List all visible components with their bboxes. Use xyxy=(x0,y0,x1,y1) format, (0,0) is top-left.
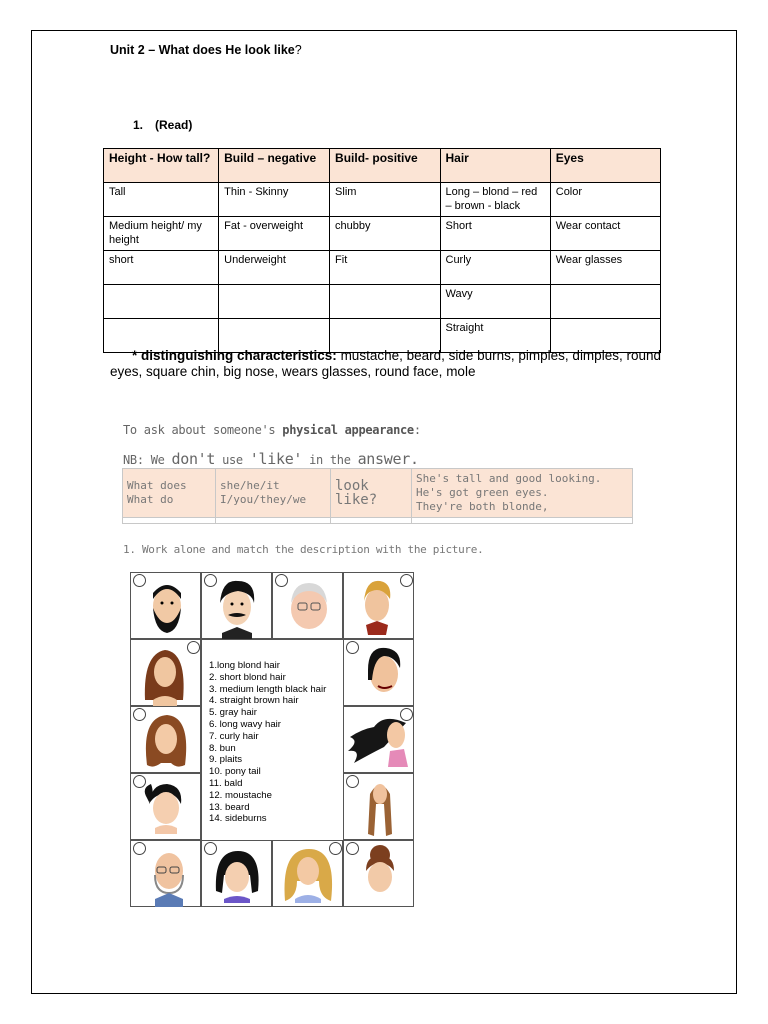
answer-circle[interactable] xyxy=(133,842,146,855)
table-cell: Underweight xyxy=(219,251,330,285)
table-cell: Wear glasses xyxy=(550,251,660,285)
table-cell: Medium height/ my height xyxy=(104,217,219,251)
table-cell: Wear contact xyxy=(550,217,660,251)
picture-cell xyxy=(343,840,414,907)
list-item: 6. long wavy hair xyxy=(209,718,281,730)
vocabulary-table xyxy=(103,148,661,353)
picture-cell xyxy=(201,840,272,907)
table-cell: look like? xyxy=(331,469,412,518)
table-cell: Fat - overweight xyxy=(219,217,330,251)
table-row xyxy=(104,183,661,217)
list-item: 3. medium length black hair xyxy=(209,683,327,695)
list-item: 9. plaits xyxy=(209,754,243,766)
picture-cell xyxy=(343,706,414,773)
vocab-header-row xyxy=(104,149,661,183)
table-cell: short xyxy=(104,251,219,285)
table-cell: What does What do xyxy=(123,469,216,518)
table-row xyxy=(123,518,633,524)
table-cell: Slim xyxy=(330,183,440,217)
table-cell xyxy=(104,285,219,319)
picture-cell xyxy=(343,773,414,840)
table-cell xyxy=(330,285,440,319)
picture-cell xyxy=(201,572,272,639)
list-item: 1.long blond hair xyxy=(209,660,280,671)
answer-circle[interactable] xyxy=(133,775,146,788)
table-cell: She's tall and good looking. He's got green eyes. They're both blonde, xyxy=(412,469,633,518)
table-cell: Fit xyxy=(330,251,440,285)
list-item: 5. gray hair xyxy=(209,707,257,719)
table-cell: Straight xyxy=(440,319,550,353)
answer-circle[interactable] xyxy=(400,708,413,721)
header-eyes: Eyes xyxy=(550,149,660,183)
list-item: 7. curly hair xyxy=(209,730,259,742)
list-item: 10. pony tail xyxy=(209,766,261,778)
table-row xyxy=(104,217,661,251)
table-cell: chubby xyxy=(330,217,440,251)
picture-cell xyxy=(343,572,414,639)
picture-cell xyxy=(130,773,201,840)
ask-instruction: To ask about someone's physical appearance: xyxy=(123,423,421,437)
table-cell: Wavy xyxy=(440,285,550,319)
list-item: 2. short blond hair xyxy=(209,671,286,683)
read-heading: 1. (Read) xyxy=(133,118,193,132)
answer-circle[interactable] xyxy=(133,574,146,587)
table-row xyxy=(104,285,661,319)
header-height: Height - How tall? xyxy=(104,149,219,183)
answer-circle[interactable] xyxy=(346,842,359,855)
list-item: 12. moustache xyxy=(209,789,272,801)
answer-circle[interactable] xyxy=(275,574,288,587)
list-item: 11. bald xyxy=(209,777,243,789)
answer-circle[interactable] xyxy=(204,842,217,855)
answer-circle[interactable] xyxy=(187,641,200,654)
picture-cell xyxy=(130,840,201,907)
list-item: 14. sideburns xyxy=(209,813,267,825)
table-row xyxy=(104,251,661,285)
picture-cell xyxy=(272,840,343,907)
list-item: 13. beard xyxy=(209,801,250,813)
matching-instruction: 1. Work alone and match the description with the picture. xyxy=(123,543,484,556)
table-cell xyxy=(219,285,330,319)
header-build-positive: Build- positive xyxy=(330,149,440,183)
picture-cell xyxy=(343,639,414,706)
table-cell: Long – blond – red – brown - black xyxy=(440,183,550,217)
picture-cell xyxy=(272,572,343,639)
picture-cell xyxy=(130,572,201,639)
question-table xyxy=(122,468,633,524)
table-cell: Thin - Skinny xyxy=(219,183,330,217)
table-cell: Tall xyxy=(104,183,219,217)
description-list-box xyxy=(201,639,344,841)
answer-circle[interactable] xyxy=(133,708,146,721)
answer-circle[interactable] xyxy=(204,574,217,587)
picture-cell xyxy=(130,639,201,706)
table-row xyxy=(123,469,633,518)
list-item: 4. straight brown hair xyxy=(209,695,299,707)
header-hair: Hair xyxy=(440,149,550,183)
table-cell: she/he/it I/you/they/we xyxy=(216,469,331,518)
nb-note: NB: We don't use 'like' in the answer. xyxy=(123,450,419,468)
list-item: 8. bun xyxy=(209,742,236,754)
table-cell: Curly xyxy=(440,251,550,285)
answer-circle[interactable] xyxy=(400,574,413,587)
picture-cell xyxy=(130,706,201,773)
picture-matching-grid xyxy=(130,572,415,908)
table-cell: Color xyxy=(550,183,660,217)
description-list xyxy=(209,660,326,825)
answer-circle[interactable] xyxy=(346,775,359,788)
header-build-negative: Build – negative xyxy=(219,149,330,183)
table-cell: Short xyxy=(440,217,550,251)
page-title: Unit 2 – What does He look like? xyxy=(110,43,302,57)
table-cell xyxy=(550,285,660,319)
distinguishing-characteristics: * distinguishing characteristics: mustache, beard, side burns, pimples, dimples, round eyes, square chin, big nose, wears glasses, round face, mole xyxy=(110,348,661,379)
answer-circle[interactable] xyxy=(329,842,342,855)
answer-circle[interactable] xyxy=(346,641,359,654)
